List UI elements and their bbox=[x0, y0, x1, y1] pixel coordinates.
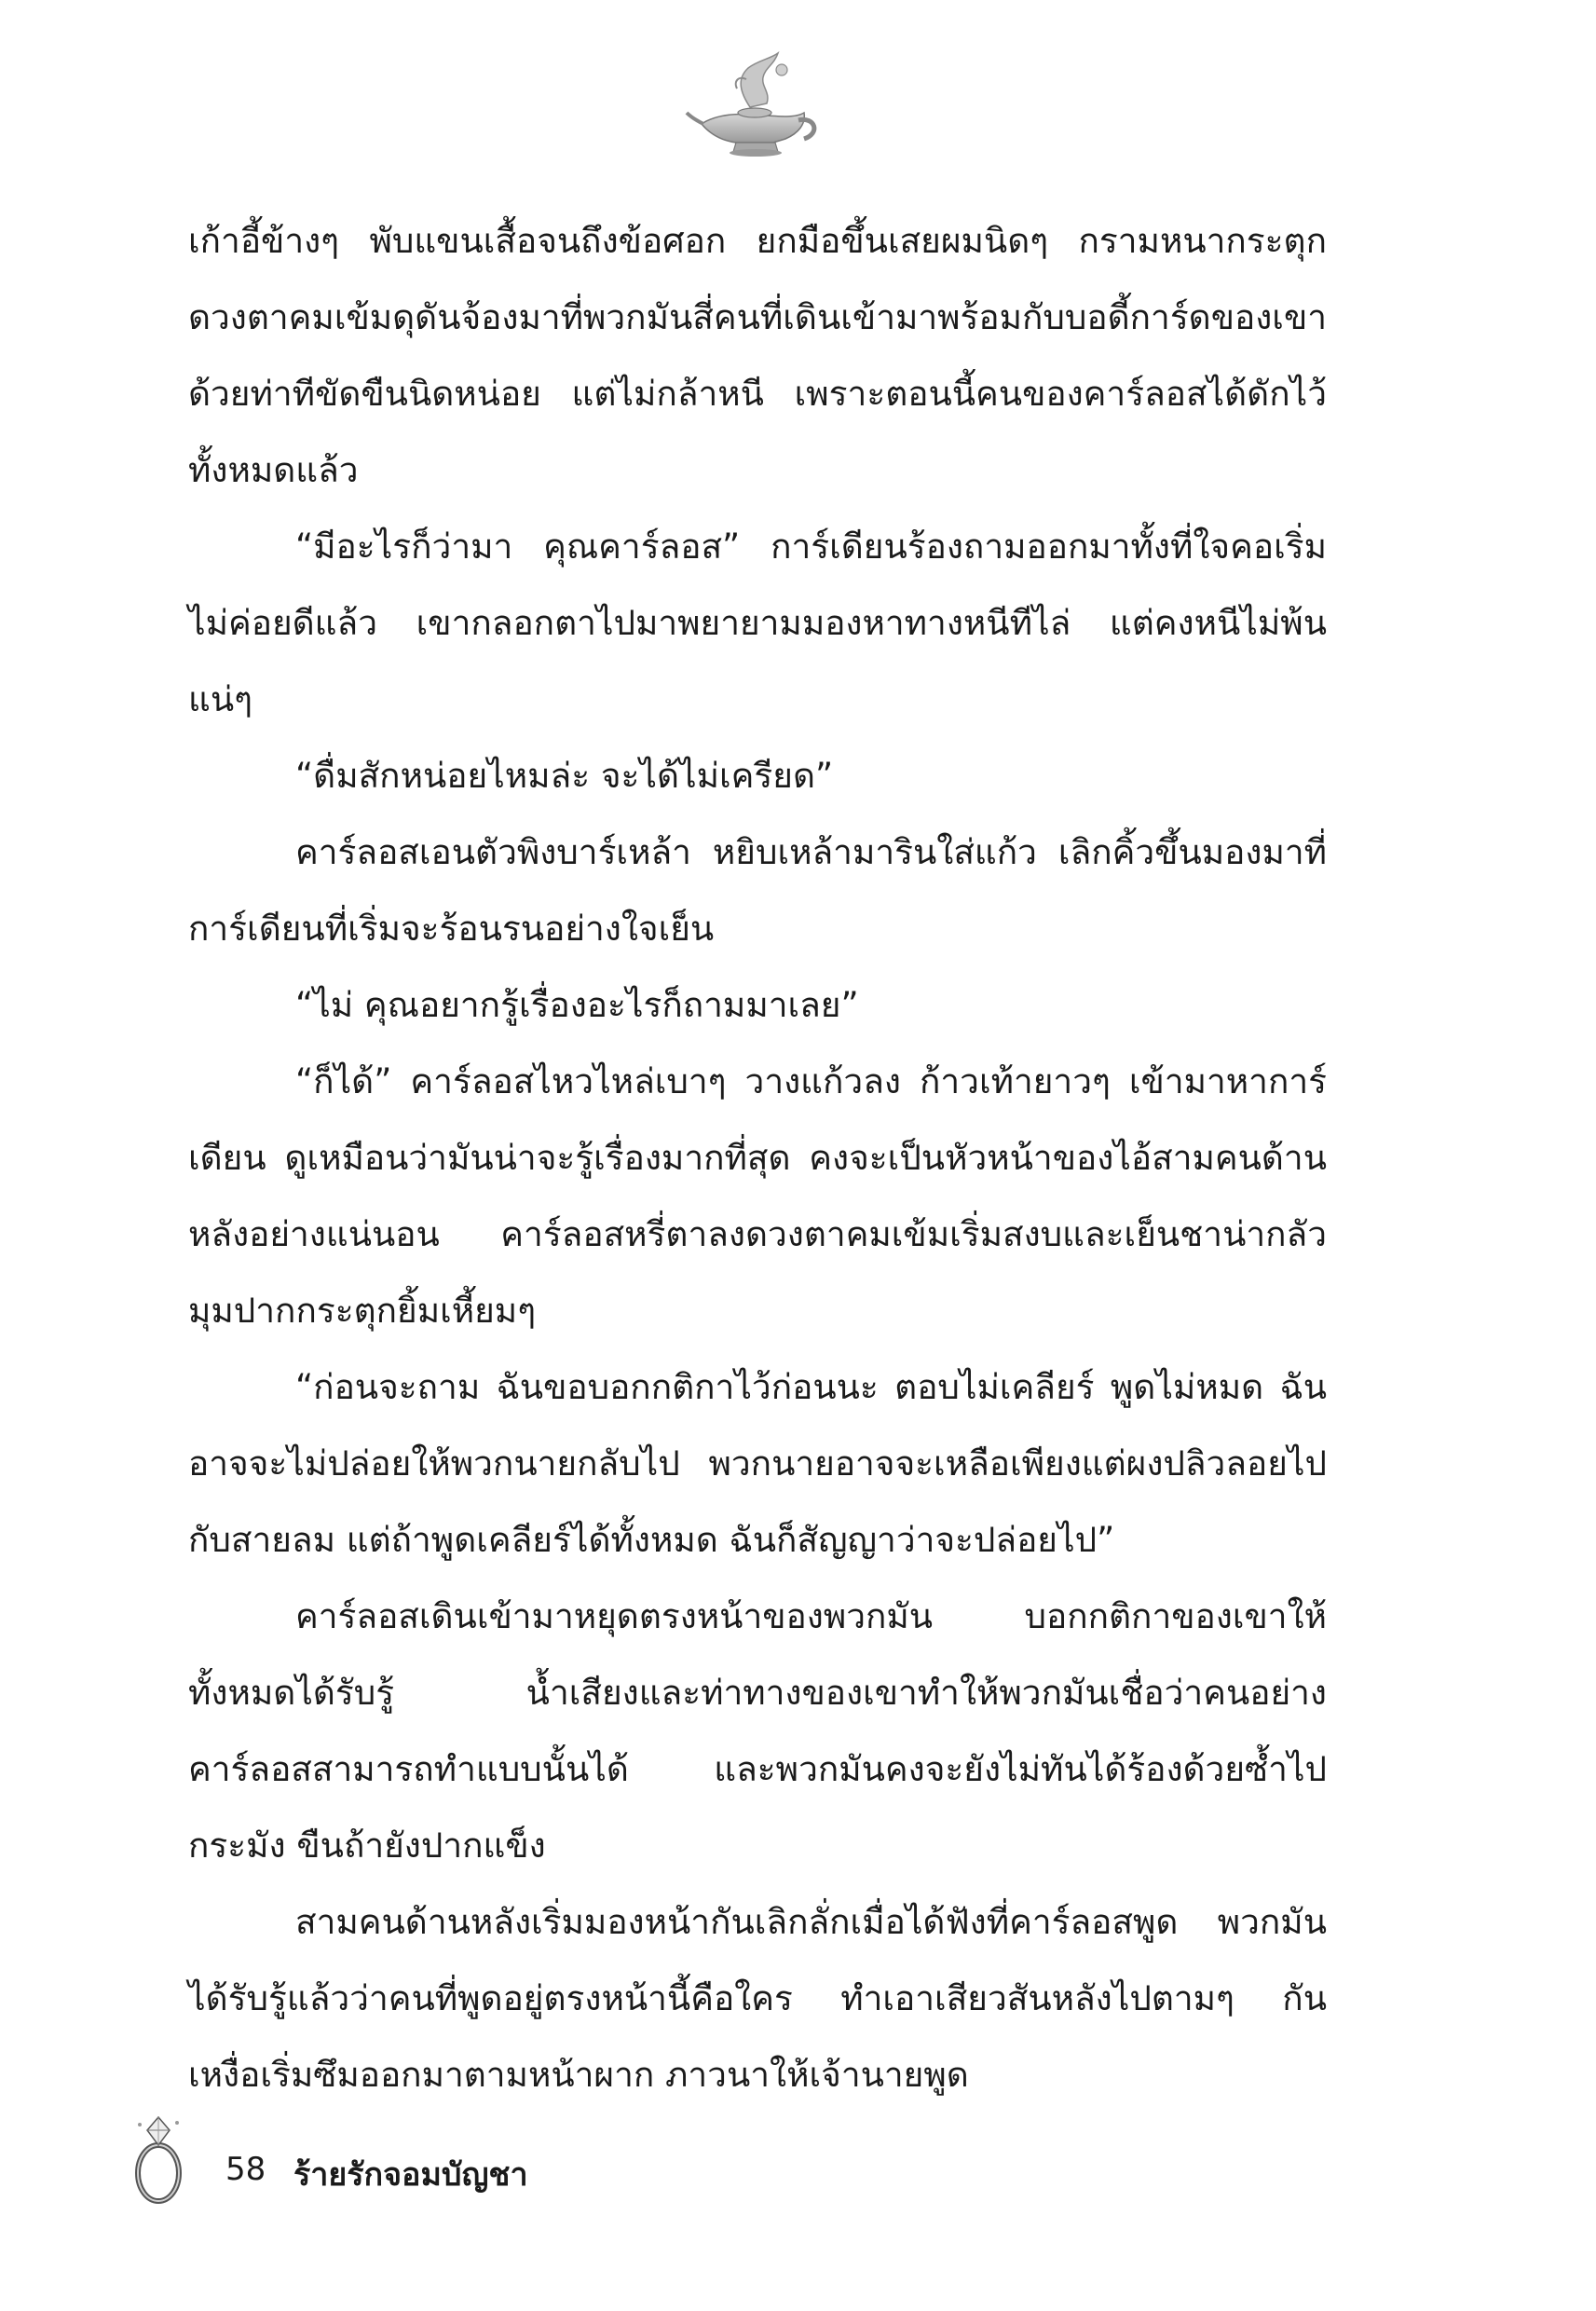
paragraph: คาร์ลอสเอนตัวพิงบาร์เหล้า หยิบเหล้ามารินใส่แก้ว เลิกคิ้วขึ้นมองมาที่การ์เดียนที่เริ่มจะร้อนรนอย่างใจเย็น bbox=[188, 832, 1327, 949]
paragraph: “ก็ได้” คาร์ลอสไหวไหล่เบาๆ วางแก้วลง ก้าวเท้ายาวๆ เข้ามาหาการ์เดียน ดูเหมือนว่ามันน่าจะรู้เรื่องมากที่สุด คงจะเป็นหัวหน้าของไอ้สามคนด้านหลังอย่างแน่นอน คาร์ลอสหรี่ตาลงดวงตาคมเข้มเริ่มสงบและเย็นชาน่ากลัว มุมปากกระตุกยิ้มเหี้ยมๆ bbox=[188, 1061, 1327, 1331]
paragraph: “ก่อนจะถาม ฉันขอบอกกติกาไว้ก่อนนะ ตอบไม่เคลียร์ พูดไม่หมด ฉันอาจจะไม่ปล่อยให้พวกนายกลับไป พวกนายอาจจะเหลือเพียงแต่ผงปลิวลอยไปกับสายลม แต่ถ้าพูดเคลียร์ได้ทั้งหมด ฉันก็สัญญาว่าจะปล่อยไป” bbox=[188, 1367, 1327, 1560]
paragraph: “ดื่มสักหน่อยไหมล่ะ จะได้ไม่เครียด” bbox=[295, 756, 834, 796]
page-number: 58 bbox=[225, 2151, 266, 2188]
paragraph: คาร์ลอสเดินเข้ามาหยุดตรงหน้าของพวกมัน บอกกติกาของเขาให้ทั้งหมดได้รับรู้ น้ำเสียงและท่าทางของเขาทำให้พวกมันเชื่อว่าคนอย่างคาร์ลอสสามารถทำแบบนั้นได้ และพวกมันคงจะยังไม่ทันได้ร้องด้วยซ้ำไปกระมัง ขืนถ้ายังปากแข็ง bbox=[188, 1596, 1327, 1866]
book-title: ร้ายรักจอมบัญชา bbox=[293, 2156, 528, 2194]
page-footer bbox=[121, 2113, 773, 2207]
body-text bbox=[188, 203, 1327, 2113]
paragraph: “มีอะไรก็ว่ามา คุณคาร์ลอส” การ์เดียนร้องถามออกมาทั้งที่ใจคอเริ่มไม่ค่อยดีแล้ว เขากลอกตาไปมาพยายามมองหาทางหนีทีไล่ แต่คงหนีไม่พ้นแน่ๆ bbox=[188, 526, 1327, 719]
paragraph: “ไม่ คุณอยากรู้เรื่องอะไรก็ถามมาเลย” bbox=[295, 985, 859, 1025]
genie-lamp-icon bbox=[685, 51, 825, 163]
paragraph: เก้าอี้ข้างๆ พับแขนเสื้อจนถึงข้อศอก ยกมือขึ้นเสยผมนิดๆ กรามหนากระตุก ดวงตาคมเข้มดุดันจ้องมาที่พวกมันสี่คนที่เดินเข้ามาพร้อมกับบอดี้การ์ดของเขาด้วยท่าทีขัดขืนนิดหน่อย แต่ไม่กล้าหนี เพราะตอนนี้คนของคาร์ลอสได้ดักไว้ทั้งหมดแล้ว bbox=[188, 221, 1328, 490]
diamond-ring-icon bbox=[121, 2113, 198, 2207]
paragraph: สามคนด้านหลังเริ่มมองหน้ากันเลิกลั่กเมื่อได้ฟังที่คาร์ลอสพูด พวกมันได้รับรู้แล้วว่าคนที่พูดอยู่ตรงหน้านี้คือใคร ทำเอาเสียวสันหลังไปตามๆ กัน เหงื่อเริ่มซึมออกมาตามหน้าผาก ภาวนาให้เจ้านายพูด bbox=[188, 1902, 1327, 2095]
